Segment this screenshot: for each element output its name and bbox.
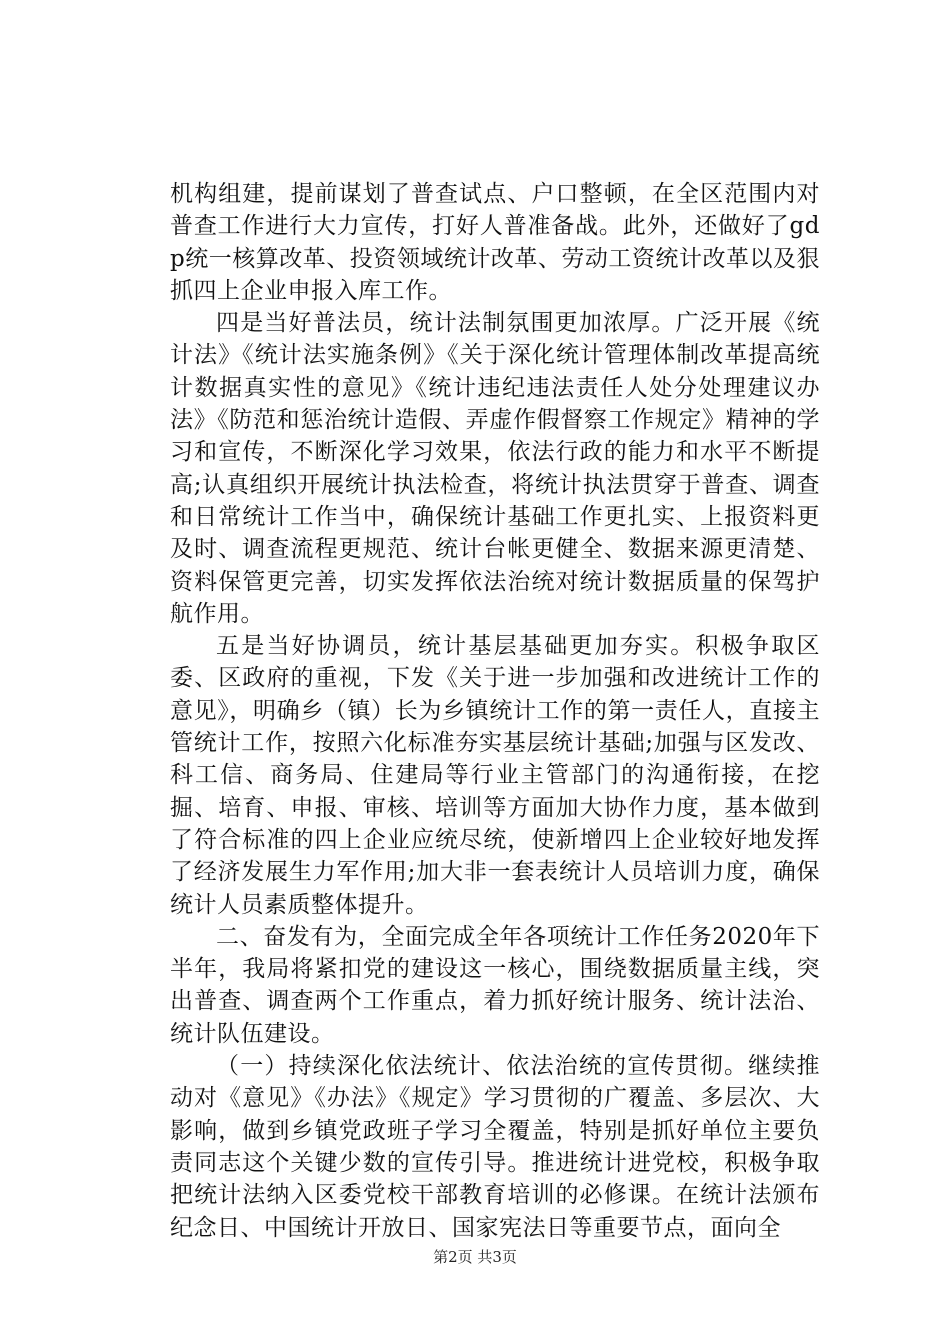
paragraph-four-popularize-law: 四是当好普法员，统计法制氛围更加浓厚。广泛开展《统计法》《统计法实施条例》《关于深化统计管理体制改革提高统计数据真实性的意见》《统计违纪违法责任人处分处理建议办法》《防范和惩治统计造假、弄虚作假督察工作规定》精神的学习和宣传，不断深化学习效果，依法行政的能力和水平不断提高;认真组织开展统计执法检查，将统计执法贯穿于普查、调查和日常统计工作当中，确保统计基础工作更扎实、上报资料更及时、调查流程更规范、统计台帐更健全、数据来源更清楚、资料保管更完善，切实发挥依法治统对统计数据质量的保驾护航作用。 (170, 310, 820, 627)
paragraph-five-coordinator: 五是当好协调员，统计基层基础更加夯实。积极争取区委、区政府的重视，下发《关于进一步加强和改进统计工作的意见》，明确乡（镇）长为乡镇统计工作的第一责任人，直接主管统计工作，按照六化标准夯实基层统计基础;加强与区发改、科工信、商务局、住建局等行业主管部门的沟通衔接，在挖掘、培育、申报、审核、培训等方面加大协作力度，基本做到了符合标准的四上企业应统尽统，使新增四上企业较好地发挥了经济发展生力军作用;加大非一套表统计人员培训力度，确保统计人员素质整体提升。 (170, 633, 820, 918)
paragraph-section-two: 二、奋发有为，全面完成全年各项统计工作任务2020年下半年，我局将紧扣党的建设这一核心，围绕数据质量主线，突出普查、调查两个工作重点，着力抓好统计服务、统计法治、统计队伍建设。 (170, 923, 820, 1047)
paragraph-subsection-one: （一）持续深化依法统计、依法治统的宣传贯彻。继续推动对《意见》《办法》《规定》学习贯彻的广覆盖、多层次、大影响，做到乡镇党政班子学习全覆盖，特别是抓好单位主要负责同志这个关键少数的宣传引导。推进统计进党校，积极争取把统计法纳入区委党校干部教育培训的必修课。在统计法颁布纪念日、中国统计开放日、国家宪法日等重要节点，面向全 (170, 1053, 820, 1241)
page-number-footer: 第2页 共3页 (433, 1248, 517, 1266)
document-body (170, 178, 820, 1244)
paragraph-continued: 机构组建，提前谋划了普查试点、户口整顿，在全区范围内对普查工作进行大力宣传，打好人普准备战。此外，还做好了gdp统一核算改革、投资领域统计改革、劳动工资统计改革以及狠抓四上企业申报入库工作。 (170, 181, 820, 304)
